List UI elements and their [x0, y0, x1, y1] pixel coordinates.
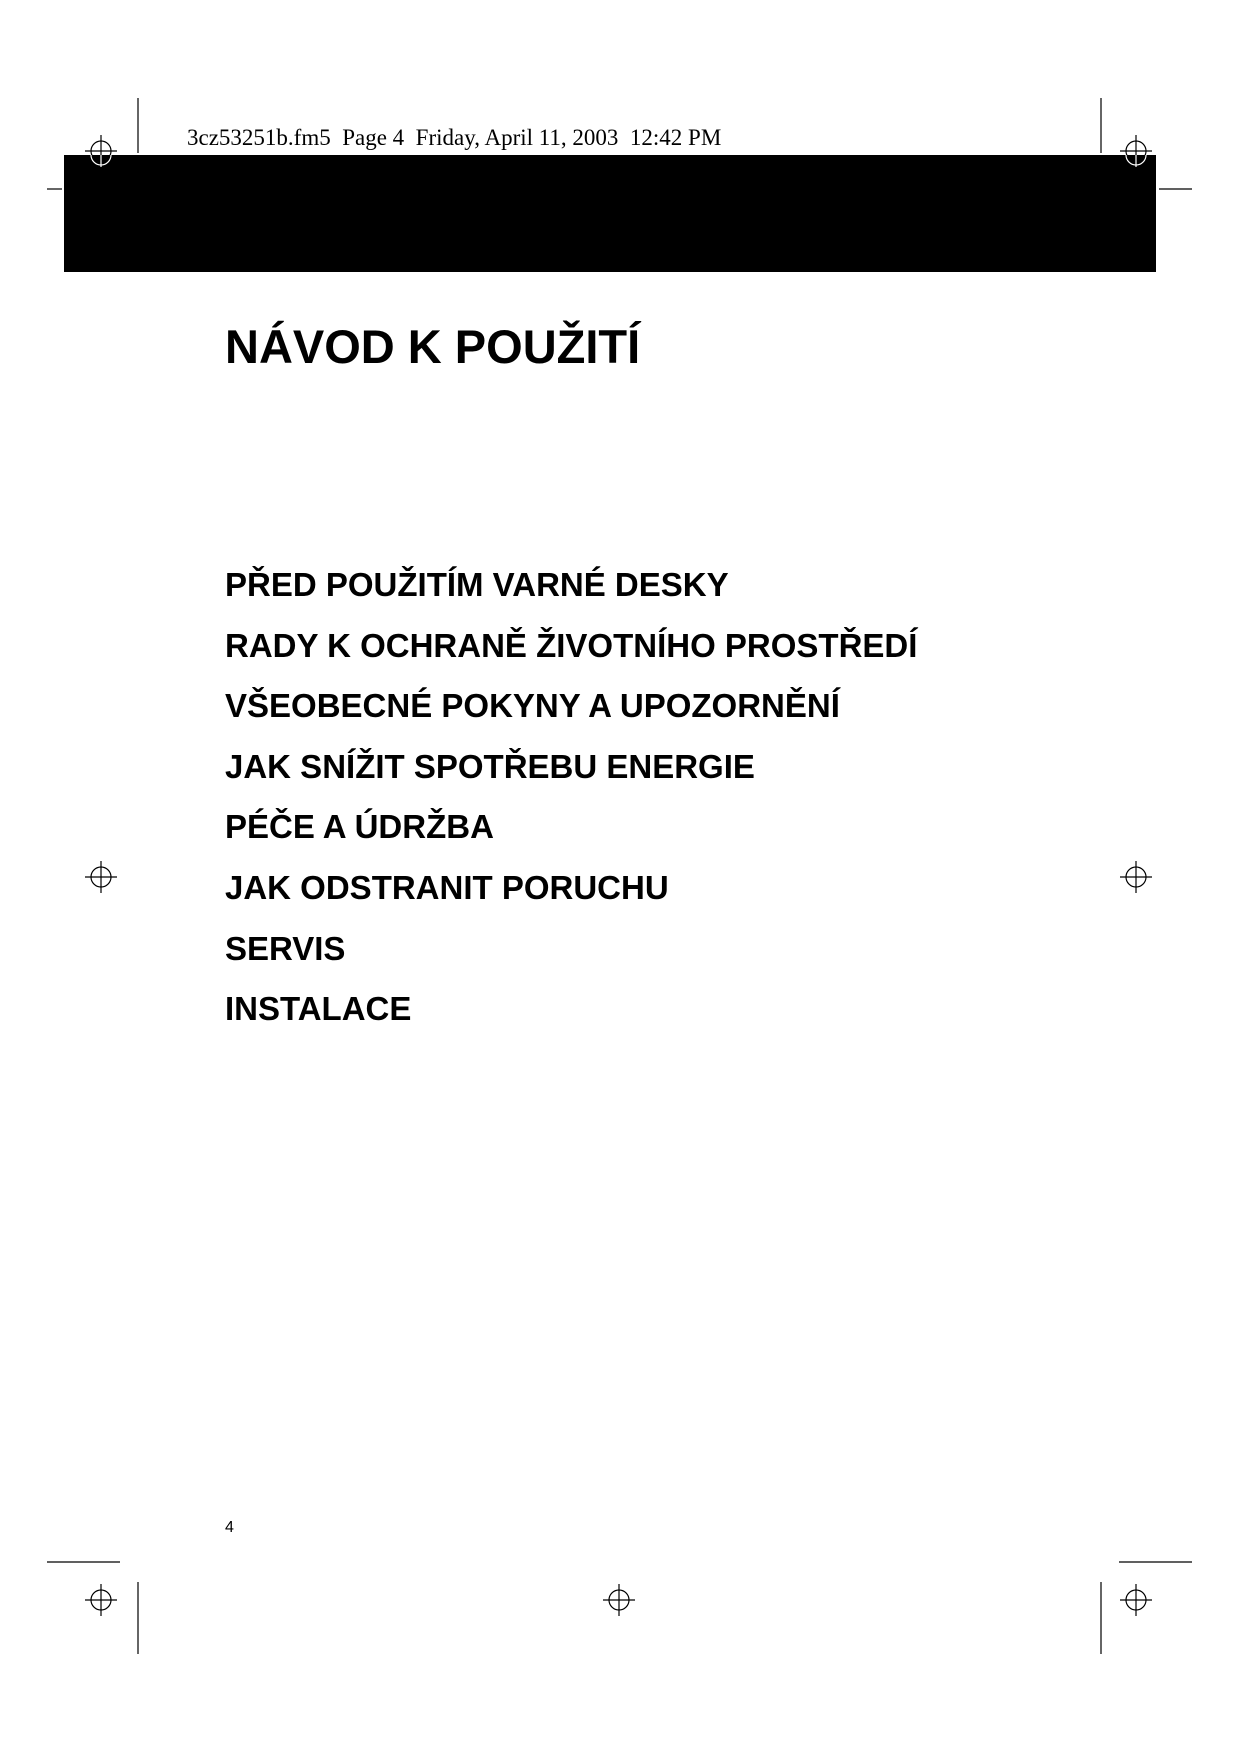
registration-mark-mid-right [1120, 861, 1152, 893]
registration-mark-bottom-center [603, 1584, 635, 1616]
toc-item: INSTALACE [225, 990, 412, 1028]
registration-mark-bottom-right [1120, 1584, 1152, 1616]
toc-item: SERVIS [225, 929, 346, 967]
toc-item: JAK SNÍŽIT SPOTŘEBU ENERGIE [225, 747, 755, 785]
toc-item: RADY K OCHRANĚ ŽIVOTNÍHO PROSTŘEDÍ [225, 626, 918, 664]
page-title: NÁVOD K POUŽITÍ [225, 320, 641, 373]
table-of-contents [225, 555, 917, 1040]
registration-mark-bottom-left [85, 1584, 117, 1616]
toc-item: PÉČE A ÚDRŽBA [225, 808, 494, 846]
toc-item: JAK ODSTRANIT PORUCHU [225, 868, 669, 906]
toc-item: PŘED POUŽITÍM VARNÉ DESKY [225, 566, 729, 603]
print-header-meta: 3cz53251b.fm5 Page 4 Friday, April 11, 2003 12:42 PM [187, 125, 722, 150]
page-number: 4 [225, 1519, 234, 1536]
registration-mark-mid-left [85, 861, 117, 893]
toc-item: VŠEOBECNÉ POKYNY A UPOZORNĚNÍ [225, 687, 840, 725]
